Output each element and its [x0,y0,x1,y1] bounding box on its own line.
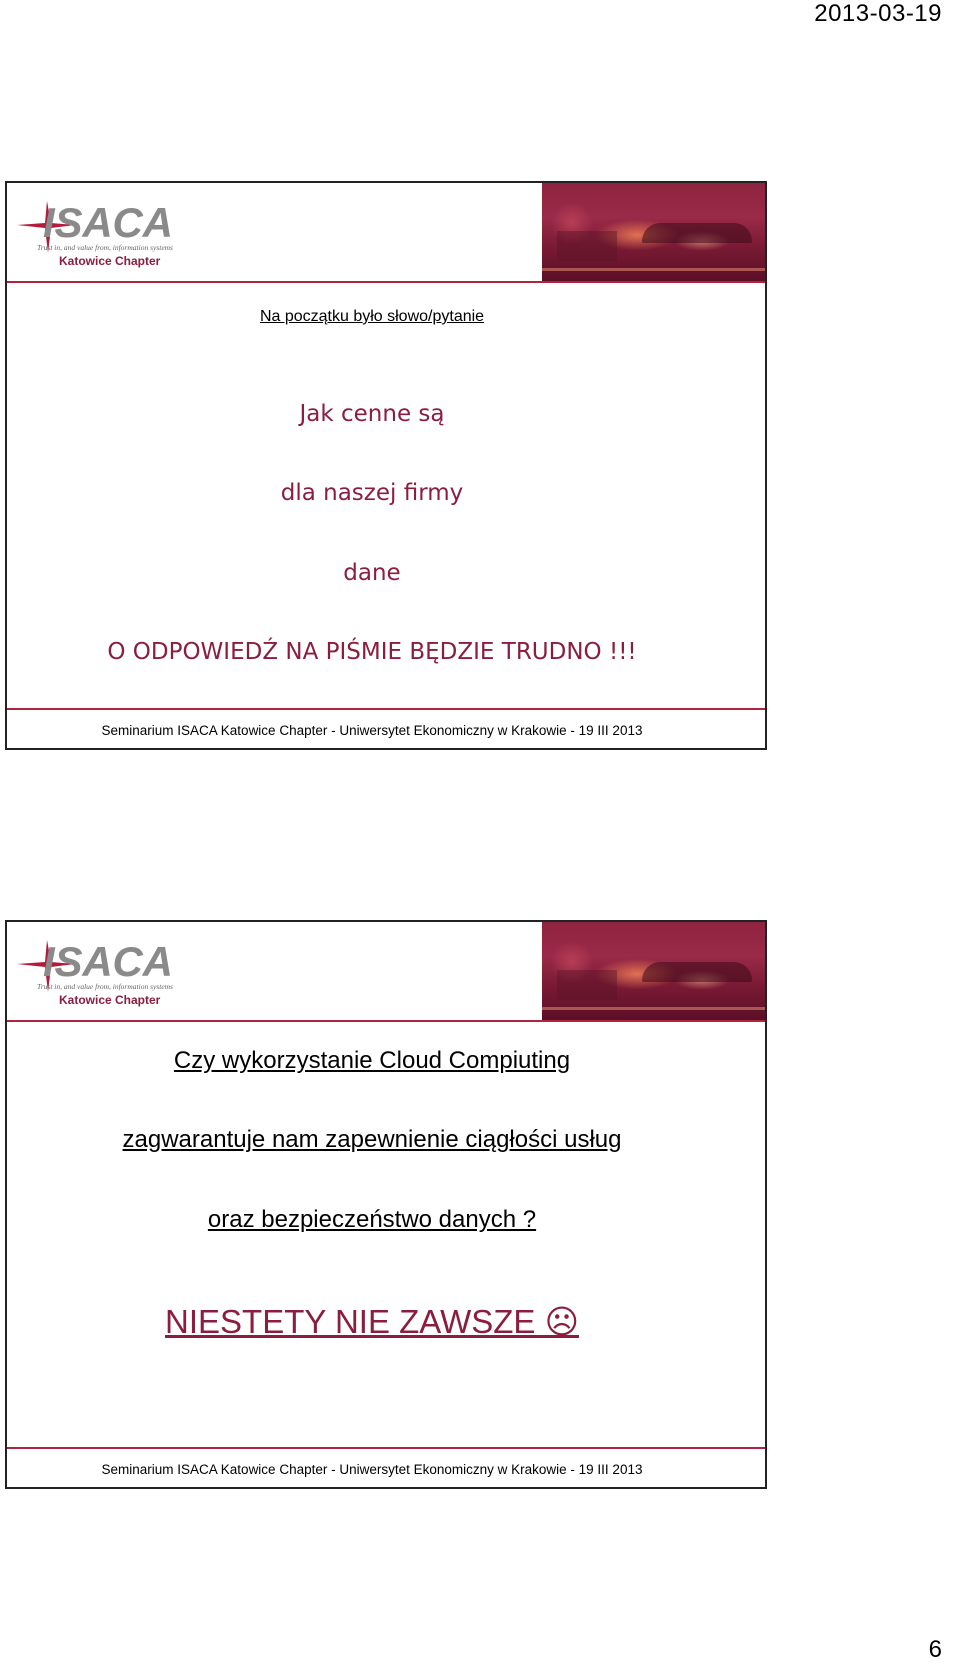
header-photo [542,183,765,281]
page-date: 2013-03-19 [814,0,942,27]
question-line-4: O ODPOWIEDŹ NA PIŚMIE BĘDZIE TRUDNO !!! [107,639,637,665]
logo-tagline: Trust in, and value from, information systems [37,243,173,252]
footer-rule [7,708,765,710]
logo-wordmark: ISACA [43,938,173,985]
slide-body [7,283,765,708]
slide-header [7,183,765,283]
logo-tagline: Trust in, and value from, information systems [37,982,173,991]
slide-1 [5,181,767,750]
question-line-3: oraz bezpieczeństwo danych ? [207,1206,537,1233]
slide-header [7,922,765,1022]
logo-chapter: Katowice Chapter [59,254,161,268]
slide-title: Na początku było słowo/pytanie [259,308,485,325]
slide-body [7,1022,765,1447]
isaca-logo [15,193,205,275]
slide-footer: Seminarium ISACA Katowice Chapter - Uniwersytet Ekonomiczny w Krakowie - 19 III 2013 [101,1462,643,1477]
question-line-3: dane [343,560,401,586]
slide-footer: Seminarium ISACA Katowice Chapter - Uniwersytet Ekonomiczny w Krakowie - 19 III 2013 [101,723,643,738]
header-photo [542,922,765,1020]
slide-2 [5,920,767,1489]
answer-text: NIESTETY NIE ZAWSZE ☹ [165,1303,579,1340]
question-line-1: Jak cenne są [299,401,445,427]
question-line-1: Czy wykorzystanie Cloud Compiuting [173,1047,571,1074]
logo-wordmark: ISACA [43,199,173,246]
logo-chapter: Katowice Chapter [59,993,161,1007]
footer-rule [7,1447,765,1449]
question-line-2: zagwarantuje nam zapewnienie ciągłości usług [122,1126,622,1153]
question-line-2: dla naszej firmy [280,480,464,506]
page-number: 6 [928,1636,942,1663]
isaca-logo [15,932,205,1014]
